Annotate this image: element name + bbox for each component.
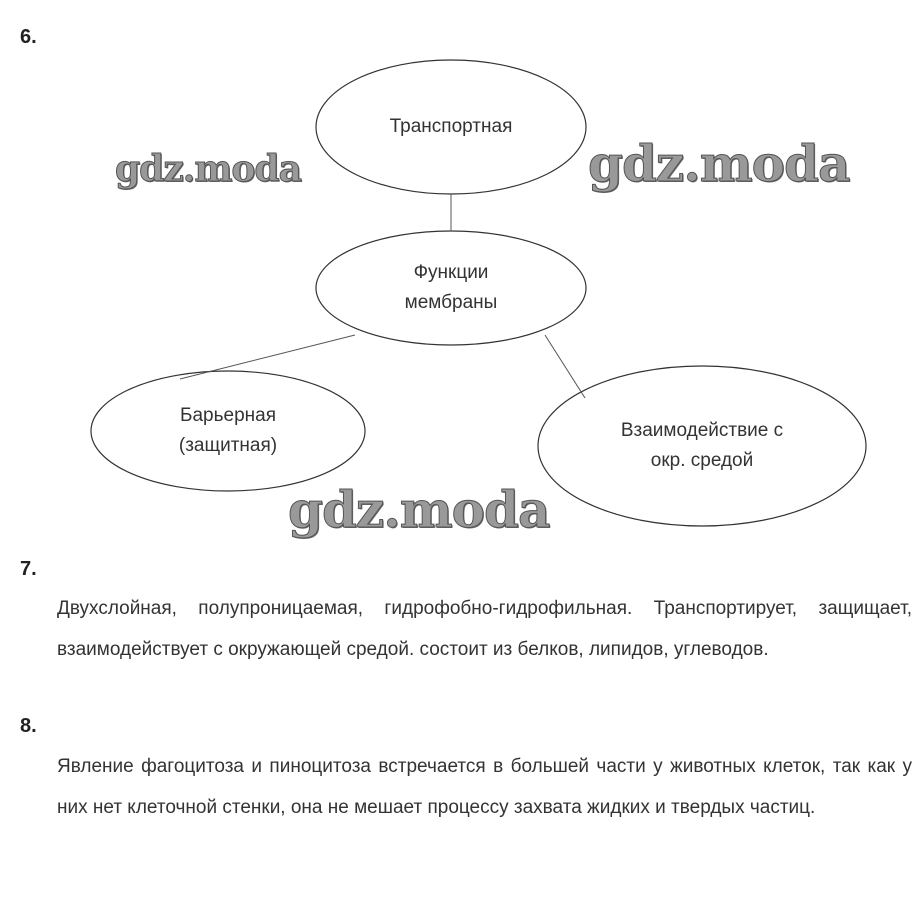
question-number-7: 7. xyxy=(20,558,37,580)
node-transport: Транспортная xyxy=(389,116,513,137)
node-center-line: мембраны xyxy=(404,292,498,313)
question-number-6: 6. xyxy=(20,26,37,48)
answer-7-text: Двухслойная, полупроницаемая, гидрофобно-гидрофильная. Транспортирует, защищает, взаимодействует с окружающей средой. состоит из белков, липидов, углеводов. xyxy=(57,598,912,660)
node-center xyxy=(405,258,498,318)
node-barrier-line: Барьерная xyxy=(180,405,276,426)
node-barrier xyxy=(179,401,277,461)
watermark: gdz.moda xyxy=(115,148,301,190)
watermark: gdz.moda xyxy=(288,480,550,539)
node-barrier-line: (защитная) xyxy=(178,435,278,456)
node-center-line: Функции xyxy=(413,262,489,283)
watermark: gdz.moda xyxy=(588,134,850,193)
answer-8-text: Явление фагоцитоза и пиноцитоза встречается в большей части у животных клеток, так как у них нет клеточной стенки, она не мешает процессу захвата жидких и твердых частиц. xyxy=(57,756,912,818)
node-interaction xyxy=(621,416,783,476)
connector-right xyxy=(545,335,585,398)
node-interaction-line: Взаимодействие с xyxy=(620,420,784,441)
node-interaction-line: окр. средой xyxy=(650,450,754,471)
question-number-8: 8. xyxy=(20,715,37,737)
connector-left xyxy=(180,335,355,379)
